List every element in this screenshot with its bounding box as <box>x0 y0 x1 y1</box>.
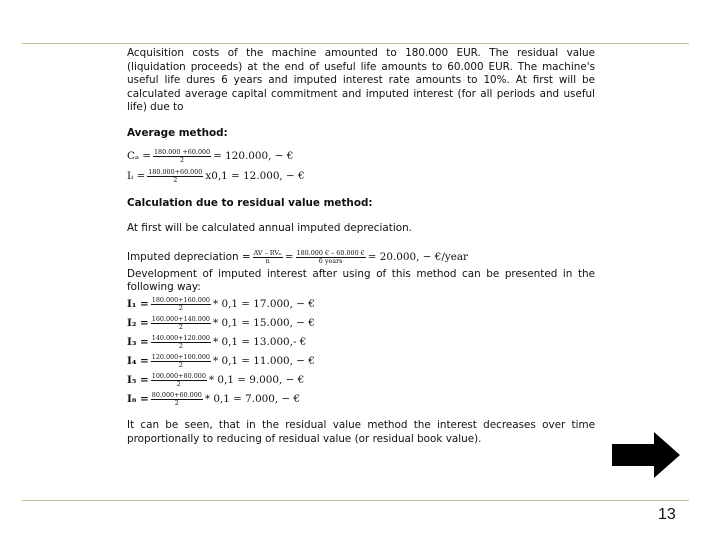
intro-paragraph: Acquisition costs of the machine amounted to 180.000 EUR. The residual value (liquidation proceeds) at the end of useful life amounts to 60.000 EUR. The machine's useful life dures 6 years and imputed interest rate amounts to 10%. At first will be calculated average capital commitment and imputed interest (for all periods and useful life) due to <box>127 47 595 114</box>
interest-row-numerator: 140.000+120.000 <box>151 333 210 342</box>
interest-row <box>127 333 595 352</box>
interest-row-numerator: 180.000+160.000 <box>151 295 210 304</box>
depreciation-fraction-values <box>296 250 366 266</box>
interest-row-result: * 0,1 = 7.000, − € <box>204 392 301 405</box>
interest-row-label: I₁ = <box>127 297 149 310</box>
interest-row-denominator: 2 <box>176 379 181 388</box>
interest-row-label: I₅ = <box>127 373 149 386</box>
top-divider <box>22 43 689 44</box>
average-method-heading: Average method: <box>127 126 228 139</box>
interest-row <box>127 295 595 314</box>
interest-row <box>127 352 595 371</box>
ca-label: Cₐ = <box>127 149 151 162</box>
interest-row-label: I₃ = <box>127 335 149 348</box>
ca-denominator: 2 <box>180 156 185 165</box>
bottom-divider <box>22 500 689 501</box>
interest-row-denominator: 2 <box>174 398 179 407</box>
interest-row-denominator: 2 <box>178 341 183 350</box>
interest-row-fraction <box>151 316 211 332</box>
interest-row-denominator: 2 <box>178 303 183 312</box>
interest-row-numerator: 160.000+140.000 <box>151 314 210 323</box>
interest-row <box>127 314 595 333</box>
interest-row-result: * 0,1 = 11.000, − € <box>212 354 315 367</box>
ca-formula <box>127 147 595 167</box>
interest-rows <box>127 295 595 409</box>
ca-fraction <box>153 149 211 165</box>
interest-row-fraction <box>151 354 211 370</box>
arrow-right-icon <box>612 432 680 478</box>
interest-row-numerator: 100.000+80.000 <box>151 371 206 380</box>
interest-row-result: * 0,1 = 9.000, − € <box>208 373 305 386</box>
depreciation-fraction-general <box>253 250 283 266</box>
depreciation-general-numerator: AV – RVₙ <box>253 248 282 257</box>
interest-row-label: I₄ = <box>127 354 149 367</box>
ca-result: = 120.000, − € <box>213 149 294 162</box>
interest-row-result: * 0,1 = 17.000, − € <box>212 297 315 310</box>
interest-row-fraction <box>151 297 211 313</box>
ii-numerator: 180.000+60.000 <box>148 167 203 176</box>
depreciation-values-numerator: 180.000 € – 60.000 € <box>296 248 365 257</box>
depreciation-label: Imputed depreciation = <box>127 250 251 263</box>
interest-row <box>127 371 595 390</box>
interest-row-fraction <box>151 392 203 408</box>
interest-row-numerator: 80.000+60.000 <box>151 390 202 399</box>
ii-formula <box>127 167 595 187</box>
interest-row <box>127 390 595 409</box>
interest-row-denominator: 2 <box>178 360 183 369</box>
ii-fraction <box>147 169 203 185</box>
interest-row-label: I₂ = <box>127 316 149 329</box>
interest-row-fraction <box>151 335 211 351</box>
development-paragraph: Development of imputed interest after using of this method can be presented in the following way: <box>127 267 595 294</box>
interest-row-fraction <box>151 373 207 389</box>
interest-row-numerator: 120.000+100.000 <box>151 352 210 361</box>
equals-sign: = <box>284 250 294 263</box>
first-line: At first will be calculated annual imputed depreciation. <box>127 222 412 235</box>
depreciation-result: = 20.000, − €/year <box>367 250 469 263</box>
ca-numerator: 180.000 +60.000 <box>153 147 211 156</box>
page-number: 13 <box>658 506 676 523</box>
interest-row-denominator: 2 <box>178 322 183 331</box>
residual-method-heading: Calculation due to residual value method: <box>127 196 373 209</box>
ii-denominator: 2 <box>173 176 178 185</box>
ii-result: x0,1 = 12.000, − € <box>205 169 305 182</box>
conclusion-paragraph: It can be seen, that in the residual value method the interest decreases over time proportionally to reducing of residual value (or residual book value). <box>127 418 595 445</box>
depreciation-values-denominator: 6 years <box>318 257 343 266</box>
interest-row-label: I₆ = <box>127 392 149 405</box>
ii-label: Iᵢ = <box>127 169 146 182</box>
slide-content <box>127 47 595 446</box>
interest-row-result: * 0,1 = 15.000, − € <box>212 316 315 329</box>
depreciation-general-denominator: n <box>265 257 270 266</box>
interest-row-result: * 0,1 = 13.000,- € <box>212 335 307 348</box>
depreciation-formula <box>127 248 595 268</box>
next-slide-button[interactable] <box>612 432 680 478</box>
